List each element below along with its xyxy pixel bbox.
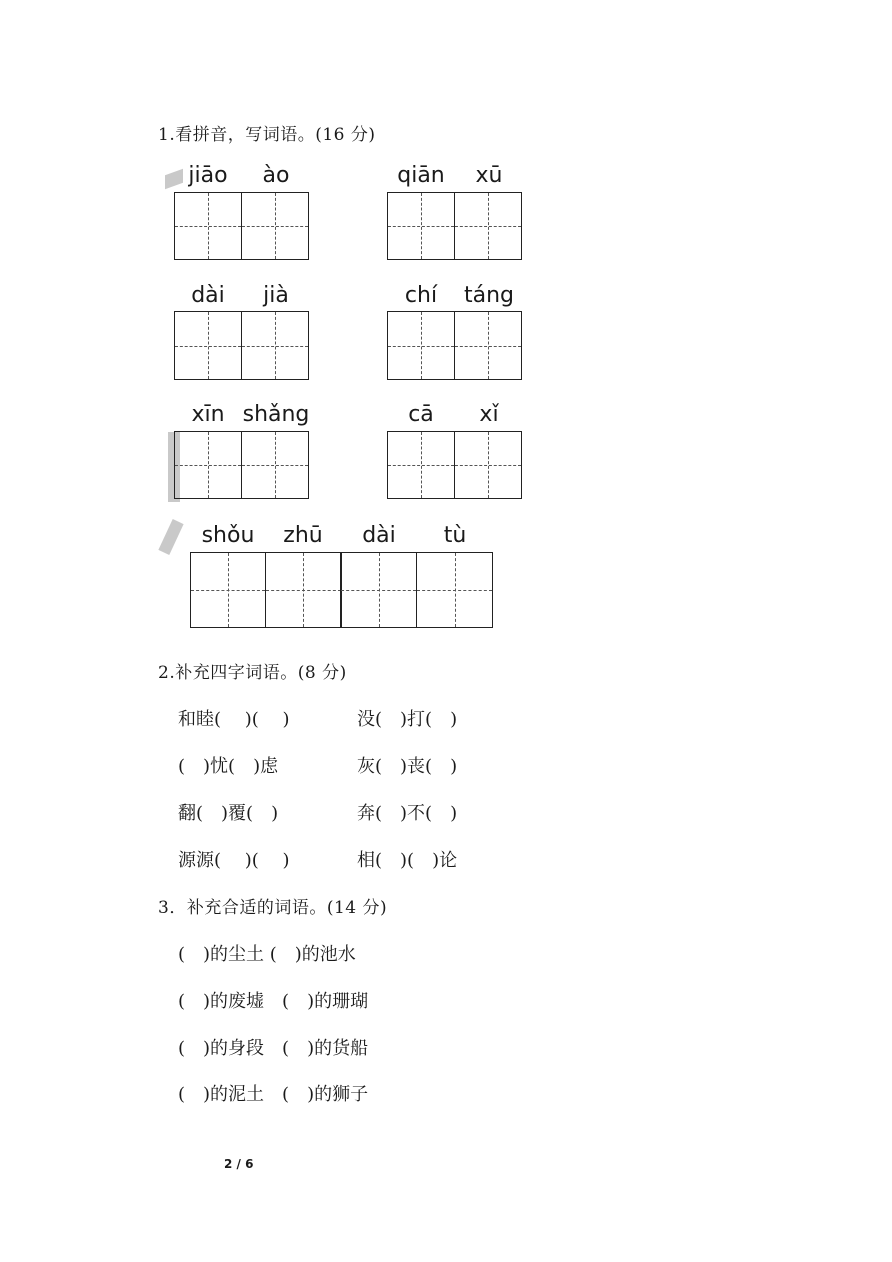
tian-cell[interactable]	[454, 311, 522, 380]
phrase-item: ( )的身段 ( )的货船	[178, 1038, 369, 1059]
idiom-item: 和睦( )( )	[178, 709, 290, 730]
tian-cell[interactable]	[174, 431, 242, 499]
pinyin-syllable: dài	[362, 523, 396, 548]
pinyin-syllable: xū	[475, 163, 503, 188]
idiom-item: 灰( )丧( )	[357, 756, 458, 777]
pinyin-row	[174, 402, 310, 428]
tian-cell[interactable]	[265, 552, 342, 628]
writing-grid[interactable]	[387, 192, 522, 260]
pinyin-row	[174, 163, 310, 189]
tian-cell[interactable]	[174, 311, 242, 380]
writing-grid[interactable]	[387, 311, 522, 380]
pinyin-syllable: tù	[443, 523, 467, 548]
writing-grid[interactable]	[387, 431, 522, 499]
tian-cell[interactable]	[241, 192, 309, 260]
idiom-item: 没( )打( )	[357, 709, 458, 730]
pinyin-syllable: chí	[404, 283, 438, 308]
pinyin-row	[174, 283, 310, 309]
section3-heading: 3．补充合适的词语。(14 分)	[158, 898, 388, 918]
idiom-item: 源源( )( )	[178, 850, 290, 871]
pinyin-syllable: qiān	[397, 163, 445, 188]
section1-heading: 1.看拼音，写词语。(16 分)	[158, 125, 376, 145]
tian-cell[interactable]	[190, 552, 266, 628]
tian-cell[interactable]	[454, 431, 522, 499]
pinyin-row	[387, 163, 523, 189]
pinyin-syllable: shǎng	[242, 402, 310, 427]
tian-cell[interactable]	[454, 192, 522, 260]
writing-grid[interactable]	[174, 192, 309, 260]
writing-grid[interactable]	[190, 552, 493, 628]
section2-heading: 2.补充四字词语。(8 分)	[158, 663, 347, 683]
pinyin-syllable: shǒu	[201, 523, 255, 548]
watermark-mark	[158, 519, 183, 555]
pinyin-syllable: xǐ	[479, 402, 499, 427]
pinyin-syllable: ào	[262, 163, 290, 188]
pinyin-row	[190, 523, 493, 549]
page-number: 2 / 6	[224, 1157, 254, 1171]
pinyin-syllable: dài	[191, 283, 225, 308]
writing-grid[interactable]	[174, 431, 309, 499]
pinyin-syllable: zhū	[283, 523, 323, 548]
idiom-item: 相( )( )论	[357, 850, 458, 871]
tian-cell[interactable]	[387, 192, 455, 260]
writing-grid[interactable]	[174, 311, 309, 380]
tian-cell[interactable]	[387, 311, 455, 380]
idiom-item: 奔( )不( )	[357, 803, 458, 824]
phrase-item: ( )的尘土 ( )的池水	[178, 944, 356, 965]
tian-cell[interactable]	[416, 552, 493, 628]
tian-cell[interactable]	[387, 431, 455, 499]
pinyin-syllable: jiāo	[188, 163, 228, 188]
phrase-item: ( )的废墟 ( )的珊瑚	[178, 991, 369, 1012]
pinyin-row	[387, 283, 523, 309]
phrase-item: ( )的泥土 ( )的狮子	[178, 1084, 369, 1105]
tian-cell[interactable]	[241, 311, 309, 380]
tian-cell[interactable]	[241, 431, 309, 499]
pinyin-syllable: táng	[463, 283, 515, 308]
tian-cell[interactable]	[174, 192, 242, 260]
pinyin-syllable: jià	[263, 283, 289, 308]
pinyin-syllable: cā	[408, 402, 434, 427]
idiom-item: ( )忧( )虑	[178, 756, 279, 777]
pinyin-syllable: xīn	[191, 402, 225, 427]
pinyin-row	[387, 402, 523, 428]
idiom-item: 翻( )覆( )	[178, 803, 279, 824]
tian-cell[interactable]	[340, 552, 417, 628]
